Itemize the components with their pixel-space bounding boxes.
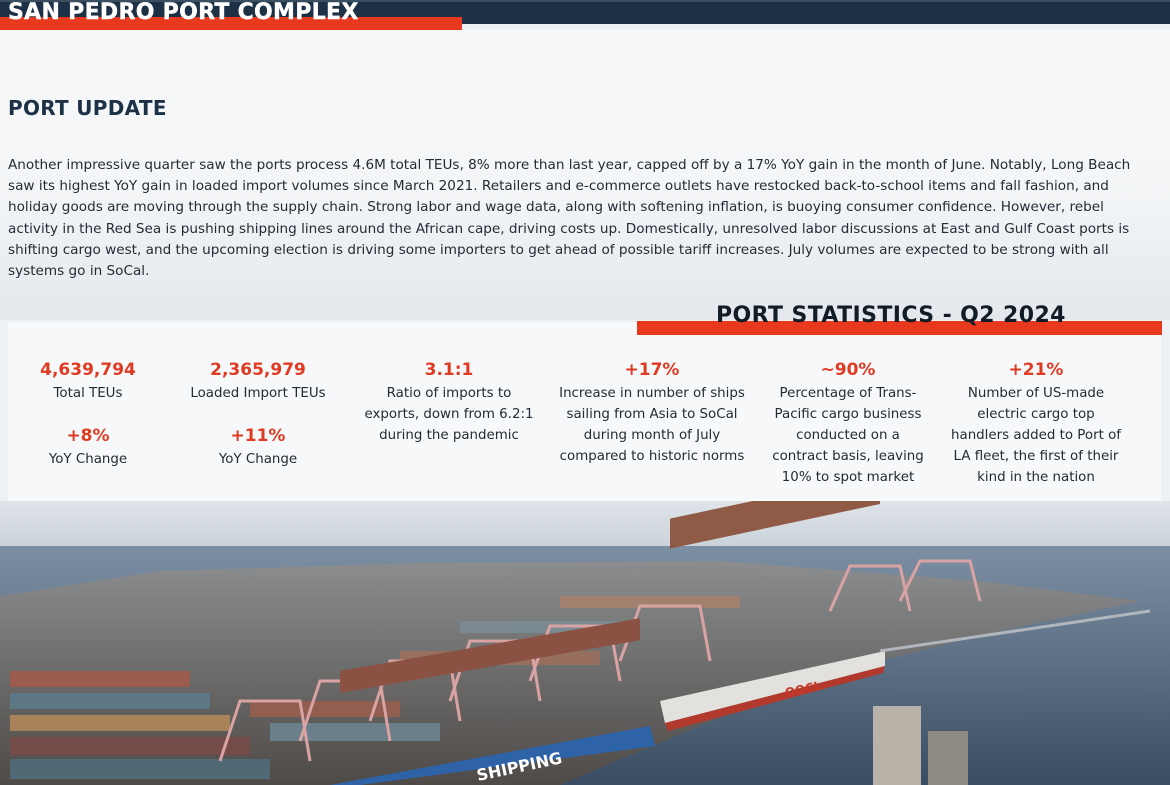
- stat-value: ~90%: [820, 360, 876, 380]
- stat-value: +21%: [1008, 360, 1064, 380]
- port-update-body: Another impressive quarter saw the ports process 4.6M total TEUs, 8% more than last year, capped off by a 17% YoY gain in the month of June. Notably, Long Beach saw its highest YoY gain in loaded import volumes since March 2021. Retailers and e-commerce outlets have restocked back-to-school items and fall fashion, and holiday goods are moving through the supply chain. Strong labor and wage data, along with softening inflation, is buoying consumer confidence. However, rebel activity in the Red Sea is pushing shipping lines around the African cape, driving costs up. Domestically, unresolved labor discussions at East and Gulf Coast ports is shifting cargo west, and the upcoming election is driving some importers to get ahead of possible tariff increases. July volumes are expected to be strong with all systems go in SoCal.: [8, 157, 1131, 280]
- stat-contract-share: [770, 360, 926, 488]
- stat-value: 2,365,979: [210, 360, 306, 380]
- stat-value: 3.1:1: [424, 360, 474, 380]
- stat-label: Number of US-made electric cargo top handlers added to Port of LA fleet, the first of their kind in the nation: [951, 386, 1121, 485]
- stat-sub-value: +8%: [66, 426, 110, 446]
- stat-value: 4,639,794: [40, 360, 136, 380]
- port-aerial-photo: [0, 501, 1170, 785]
- stats-grid: [8, 322, 1161, 501]
- stat-label: Increase in number of ships sailing from Asia to SoCal during month of July compared to historic norms: [559, 386, 745, 464]
- stats-panel: [8, 322, 1161, 501]
- stat-import-export-ratio: [360, 360, 538, 446]
- stat-total-teus: [26, 360, 150, 470]
- stat-sub-label: YoY Change: [48, 452, 128, 467]
- ship-label-oocl: OOCL: [783, 678, 823, 700]
- stat-loaded-import-teus: [184, 360, 332, 470]
- stat-label: Ratio of imports to exports, down from 6.2:1 during the pandemic: [364, 386, 534, 443]
- port-illustration: [0, 501, 1170, 785]
- ship-label-shipping: SHIPPING: [474, 748, 564, 785]
- stat-label: Percentage of Trans-Pacific cargo business conducted on a contract basis, leaving 10% to spot market: [772, 386, 924, 485]
- page-title: SAN PEDRO PORT COMPLEX: [8, 0, 359, 25]
- stat-value: +17%: [624, 360, 680, 380]
- stat-electric-handlers: [948, 360, 1124, 488]
- stat-ship-increase: [558, 360, 746, 467]
- port-update-heading: PORT UPDATE: [8, 96, 167, 120]
- port-statistics-heading: PORT STATISTICS - Q2 2024: [716, 303, 1066, 328]
- stat-label: Total TEUs: [53, 386, 123, 401]
- stat-sub-value: +11%: [230, 426, 286, 446]
- stat-sub-label: YoY Change: [218, 452, 298, 467]
- stat-label: Loaded Import TEUs: [190, 386, 326, 401]
